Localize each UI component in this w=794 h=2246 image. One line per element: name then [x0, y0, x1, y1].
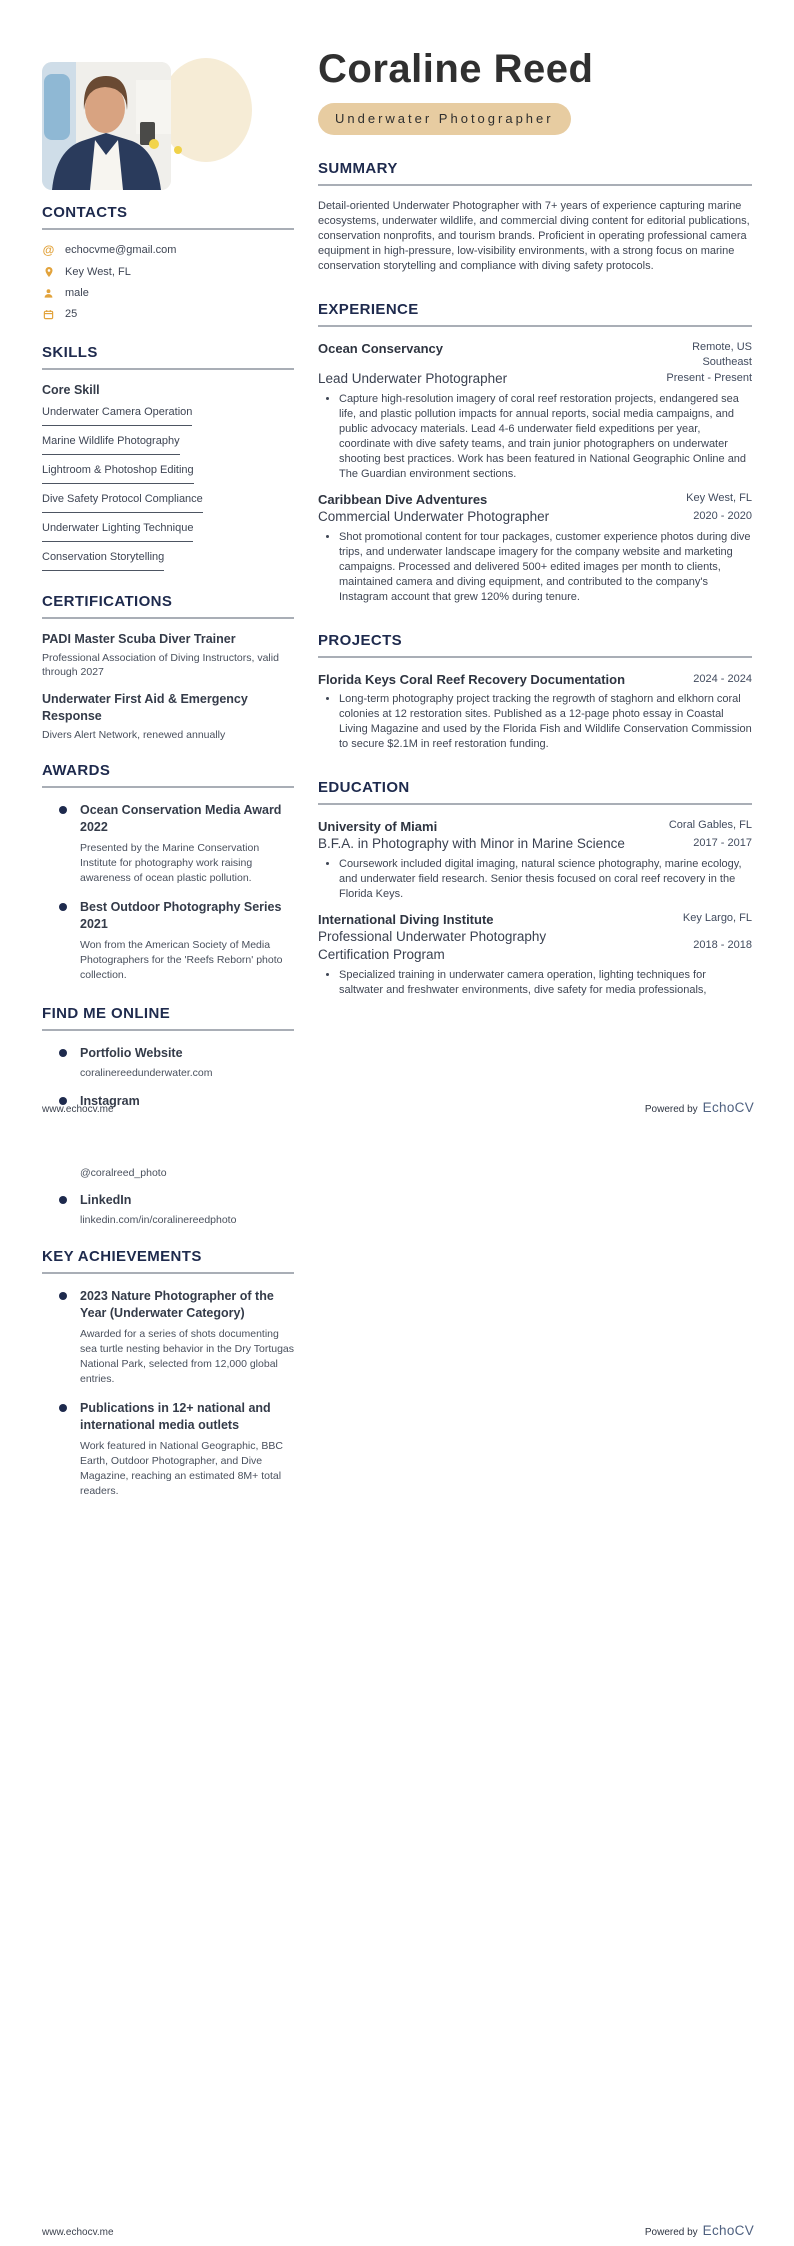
- certification-title: Underwater First Aid & Emergency Response: [42, 692, 248, 723]
- skills-section: [42, 344, 294, 571]
- job-bullet: • Shot promotional content for tour packages, customer experience photos during dive trips, and underwater landscape imagery for the company website and marketing campaigns. Processed and delivered 500+ edited images per month to clients, maintained camera and diving equipment, and contributed to the company's Instagram account that grew 120% during tenure.: [339, 530, 752, 605]
- project-entry: [318, 671, 752, 752]
- online-profile-url[interactable]: coralinereedunderwater.com: [80, 1067, 213, 1079]
- section-divider: [42, 786, 294, 788]
- bullet-icon: [59, 1049, 67, 1057]
- section-divider: [42, 617, 294, 619]
- projects-section: [318, 632, 752, 752]
- powered-by-label: Powered by: [644, 2227, 698, 2238]
- decor-blob: [160, 58, 252, 162]
- achievement-item: [42, 1400, 294, 1499]
- powered-by: [645, 2223, 754, 2238]
- skill-item: Underwater Camera Operation: [42, 406, 192, 426]
- bullet-icon: [59, 1404, 67, 1412]
- bullet-icon: [59, 903, 67, 911]
- job-location: Key West, FL: [686, 491, 752, 504]
- online-profile-label: LinkedIn: [80, 1193, 132, 1207]
- education-dates: 2017 - 2017: [693, 837, 752, 850]
- key-achievements-heading: KEY ACHIEVEMENTS: [42, 1248, 202, 1265]
- award-item: [42, 802, 294, 886]
- project-dates: 2024 - 2024: [693, 672, 752, 685]
- online-profile-url[interactable]: @coralreed_photo: [80, 1167, 167, 1179]
- skill-item: Lightroom & Photoshop Editing: [42, 464, 194, 484]
- echocv-brand[interactable]: EchoCV: [702, 2223, 754, 2238]
- degree-title: B.F.A. in Photography with Minor in Marine Science: [318, 835, 625, 851]
- contact-gender-value: male: [65, 287, 89, 299]
- contacts-section: [42, 204, 294, 320]
- main-column: [318, 0, 752, 998]
- education-section: [318, 779, 752, 998]
- summary-text: Detail-oriented Underwater Photographer with 7+ years of experience capturing marine ecosystems, underwater wildlife, and commercial diving content for editorial publications, conservation nonprofits, and tourism brands. Proficient in operating professional camera equipment in high-pressure, low-visibility environments, with a strong focus on marine conservation storytelling and compliance with diving safety protocols.: [318, 200, 750, 272]
- sidebar: [42, 0, 294, 1123]
- awards-heading: AWARDS: [42, 762, 111, 779]
- certification-item: [42, 691, 294, 742]
- section-divider: [318, 184, 752, 186]
- footer-site-url[interactable]: www.echocv.me: [42, 1104, 114, 1115]
- job-location: Remote, US Southeast: [692, 340, 752, 368]
- award-title: Best Outdoor Photography Series 2021: [80, 900, 282, 931]
- school-location: Coral Gables, FL: [668, 818, 752, 831]
- award-title: Ocean Conservation Media Award 2022: [80, 803, 282, 834]
- award-item: [42, 899, 294, 983]
- page-footer: [42, 1100, 754, 1115]
- summary-heading: SUMMARY: [318, 160, 398, 177]
- sidebar-continued: [42, 1123, 294, 1512]
- skill-item: Marine Wildlife Photography: [42, 435, 180, 455]
- achievement-title: Publications in 12+ national and international media outlets: [80, 1401, 271, 1432]
- certification-subtitle: Divers Alert Network, renewed annually: [42, 729, 226, 741]
- experience-heading: EXPERIENCE: [318, 300, 419, 318]
- skills-heading: SKILLS: [42, 344, 98, 361]
- section-divider: [42, 368, 294, 370]
- award-description: Won from the American Society of Media Photographers for the 'Reefs Reborn' photo collection.: [80, 939, 283, 981]
- experience-entry: [318, 491, 752, 605]
- contact-gender: [42, 287, 294, 299]
- bullet-icon: [59, 1292, 67, 1300]
- section-divider: [42, 1029, 294, 1031]
- skill-item: Dive Safety Protocol Compliance: [42, 493, 203, 513]
- project-bullet: • Long-term photography project tracking the regrowth of staghorn and elkhorn coral colonies at 12 restoration sites. Published as a 12-page photo essay in Coastal Living Magazine and used by the Florida Fish and Wildlife Conservation Commission to secure $2.1M in reef restoration funding.: [339, 692, 752, 752]
- online-profile-label: Instagram: [80, 1094, 140, 1108]
- online-profile-item: [42, 1045, 294, 1080]
- at-icon: @: [42, 243, 55, 257]
- contact-email: [42, 243, 294, 257]
- section-divider: [318, 656, 752, 658]
- company-name: Ocean Conservancy: [318, 340, 444, 356]
- job-title-badge: Underwater Photographer: [318, 103, 571, 135]
- bullet-icon: [59, 1196, 67, 1204]
- summary-section: [318, 160, 752, 274]
- certifications-heading: CERTIFICATIONS: [42, 593, 173, 610]
- achievement-description: Work featured in National Geographic, BBC Earth, Outdoor Photographer, and Dive Magazine, reaching an estimated 8M+ total readers.: [80, 1440, 283, 1497]
- education-entry: [318, 818, 752, 902]
- skill-item: Underwater Lighting Technique: [42, 522, 193, 542]
- job-role: Commercial Underwater Photographer: [318, 508, 550, 524]
- section-divider: [42, 228, 294, 230]
- key-achievements-section: [42, 1248, 294, 1499]
- certification-subtitle: Professional Association of Diving Instructors, valid through 2027: [42, 652, 279, 678]
- section-divider: [42, 1272, 294, 1274]
- company-name: Caribbean Dive Adventures: [318, 491, 488, 507]
- section-divider: [318, 803, 752, 805]
- decor-dot: [174, 146, 182, 154]
- skill-item: Conservation Storytelling: [42, 551, 164, 571]
- education-dates: 2018 - 2018: [693, 939, 752, 952]
- job-dates: 2020 - 2020: [693, 510, 752, 523]
- experience-section: [318, 301, 752, 605]
- certification-item: [42, 631, 294, 679]
- contact-age: [42, 308, 294, 320]
- online-profile-item: [42, 1192, 294, 1227]
- job-role: Lead Underwater Photographer: [318, 370, 508, 386]
- achievement-description: Awarded for a series of shots documenting sea turtle nesting behavior in the Dry Tortugas National Park, selected from 12,000 global entries.: [80, 1328, 295, 1385]
- powered-by: [645, 1100, 754, 1115]
- person-icon: [42, 288, 55, 299]
- education-bullet: • Specialized training in underwater camera operation, lighting techniques for saltwater and freshwater environments, dive safety for media professionals,: [339, 968, 752, 998]
- certifications-section: [42, 593, 294, 742]
- achievement-item: [42, 1288, 294, 1387]
- profile-photo: [42, 62, 171, 190]
- experience-entry: [318, 340, 752, 482]
- profile-photo-area: [42, 62, 171, 190]
- projects-heading: PROJECTS: [318, 631, 403, 649]
- certification-title: PADI Master Scuba Diver Trainer: [42, 632, 236, 646]
- achievement-title: 2023 Nature Photographer of the Year (Underwater Category): [80, 1289, 274, 1320]
- section-divider: [318, 325, 752, 327]
- resume-page-2: [0, 1123, 794, 2246]
- calendar-icon: [42, 309, 55, 320]
- contact-email-value[interactable]: echocvme@gmail.com: [65, 244, 177, 256]
- find-me-online-section: [42, 1005, 294, 1110]
- page-title: Coraline Reed: [318, 47, 594, 91]
- profile-photo-illustration: [42, 62, 171, 190]
- contact-location-value: Key West, FL: [65, 266, 131, 278]
- awards-section: [42, 762, 294, 983]
- job-dates: Present - Present: [666, 372, 752, 385]
- job-bullet: • Capture high-resolution imagery of coral reef restoration projects, endangered sea life, and plastic pollution impacts for annual reports, social media campaigns, and public advocacy materials. Lead 4-6 underwater field expeditions per year, coordinate with dive safety teams, and train junior photographers on underwater shooting best practices. Work has been featured in National Geographic Online and The Guardian environment sections.: [339, 392, 752, 482]
- school-name: University of Miami: [318, 818, 438, 834]
- school-name: International Diving Institute: [318, 911, 494, 927]
- find-me-online-heading: FIND ME ONLINE: [42, 1005, 171, 1022]
- education-heading: EDUCATION: [318, 778, 410, 796]
- page-footer: [42, 2223, 754, 2238]
- bullet-icon: [59, 806, 67, 814]
- education-bullet: • Coursework included digital imaging, natural science photography, marine ecology, and underwater field research. Senior thesis focused on coral reef recovery in the Florida Keys.: [339, 857, 752, 902]
- project-title: Florida Keys Coral Reef Recovery Documentation: [318, 671, 626, 687]
- contact-age-value: 25: [65, 308, 78, 320]
- education-entry: [318, 911, 752, 998]
- footer-site-url[interactable]: www.echocv.me: [42, 2227, 114, 2238]
- contact-location: [42, 266, 294, 278]
- online-profile-url[interactable]: linkedin.com/in/coralinereedphoto: [80, 1214, 237, 1226]
- location-pin-icon: [42, 266, 55, 278]
- contacts-heading: CONTACTS: [42, 204, 128, 221]
- award-description: Presented by the Marine Conservation Institute for photography work raising awareness of ocean plastic pollution.: [80, 842, 260, 884]
- school-location: Key Largo, FL: [682, 911, 752, 924]
- echocv-brand[interactable]: EchoCV: [702, 1100, 754, 1115]
- skills-group-title: Core Skill: [42, 383, 100, 397]
- powered-by-label: Powered by: [644, 1104, 698, 1115]
- online-profile-label: Portfolio Website: [80, 1046, 183, 1060]
- degree-title: Professional Underwater Photography Certification Program: [318, 928, 547, 962]
